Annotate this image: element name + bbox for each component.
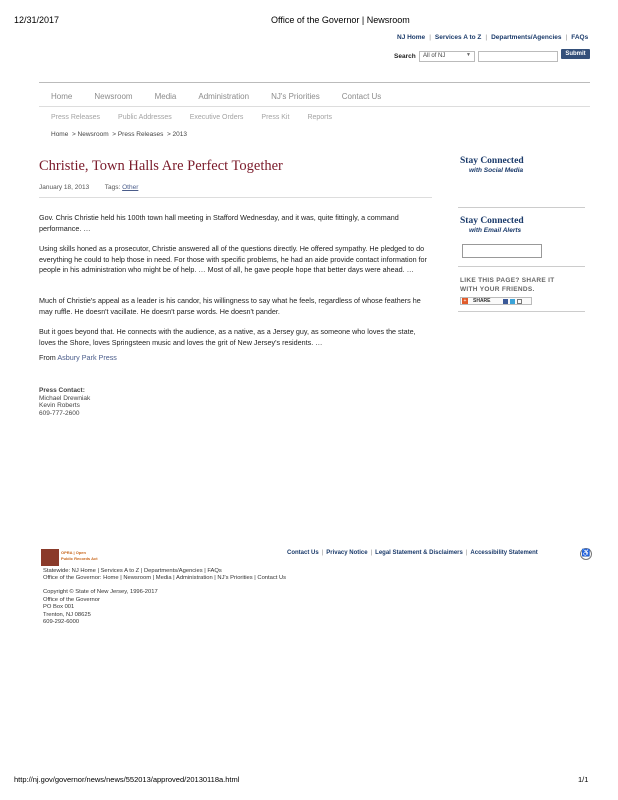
footer-links: Contact Us | Privacy Notice | Legal Statement & Disclaimers | Accessibility Statement xyxy=(287,550,538,556)
address-office: Office of the Governor xyxy=(43,596,100,603)
article-meta xyxy=(39,184,138,191)
footer-accessibility[interactable]: Accessibility Statement xyxy=(470,550,538,556)
search-input[interactable] xyxy=(478,51,558,62)
search-submit-button[interactable]: Submit xyxy=(561,49,590,59)
contact-name-2: Kevin Roberts xyxy=(39,402,80,410)
share-prompt-line-1: LIKE THIS PAGE? SHARE IT xyxy=(460,277,555,284)
sidebar-divider-2 xyxy=(458,266,585,267)
sidebar-divider-3 xyxy=(458,311,585,312)
search-label: Search xyxy=(394,53,416,60)
print-url: http://nj.gov/governor/news/news/552013/approved/20130118a.html xyxy=(14,775,240,784)
source-line xyxy=(39,353,117,364)
address-phone: 609-292-6000 xyxy=(43,619,80,625)
contact-name-1: Michael Drewniak xyxy=(39,394,91,402)
facebook-icon xyxy=(503,299,508,304)
opra-logo[interactable] xyxy=(41,549,98,566)
email-heading: Stay Connected xyxy=(460,216,524,226)
search-scope-value: All of NJ xyxy=(423,53,446,59)
util-link-faqs[interactable]: FAQs xyxy=(571,34,589,41)
contact-phone: 609-777-2600 xyxy=(39,409,80,417)
share-plus-icon: + xyxy=(463,298,467,304)
press-contact xyxy=(39,387,90,417)
meta-divider xyxy=(39,197,432,198)
print-title: Office of the Governor | Newsroom xyxy=(271,15,410,25)
source-link[interactable]: Asbury Park Press xyxy=(57,353,117,362)
footer-contact-us[interactable]: Contact Us xyxy=(287,550,319,556)
email-input[interactable] xyxy=(462,244,542,258)
press-contact-label: Press Contact: xyxy=(39,387,85,394)
source-label: From xyxy=(39,353,56,362)
article-date: January 18, 2013 xyxy=(39,184,90,191)
address-pobox: PO Box 001 xyxy=(43,604,75,610)
opra-logo-text-2: Public Records Act xyxy=(61,556,98,561)
search-scope-select[interactable] xyxy=(419,51,475,62)
paragraph-4: But it goes beyond that. He connects with the audience, as a native, as a Jersey guy, as someone who loves the state, loves the Shore, loves Springsteen music and loves the grit of New Jersey's residents. … xyxy=(39,327,416,347)
opra-logo-text-1: OPRA | Open xyxy=(61,550,86,555)
footer-privacy[interactable]: Privacy Notice xyxy=(326,550,368,556)
utility-nav: NJ Home | Services A to Z | Departments/Agencies | FAQs xyxy=(397,34,589,41)
paragraph-2: Using skills honed as a prosecutor, Christie answered all of the questions directly. He offered sympathy. He pledged to do everything he could to help those in need. For those with specific problems, he had an aide provide contact information for people in his administration who might be of help. … Most of all, he gave people hope that better days were ahead. … xyxy=(39,244,427,274)
email-subheading: with Email Alerts xyxy=(469,227,522,234)
accessibility-icon[interactable]: ♿ xyxy=(580,548,592,560)
share-button[interactable] xyxy=(460,297,532,305)
email-share-icon xyxy=(517,299,522,304)
footer-address xyxy=(43,589,158,627)
twitter-icon xyxy=(510,299,515,304)
print-page-number: 1/1 xyxy=(578,775,589,784)
subnav-press-releases[interactable]: Press Releases xyxy=(51,114,101,121)
footer-office-links[interactable]: Office of the Governor: Home | Newsroom | Media | Administration | NJ's Priorities | Contact Us xyxy=(43,575,287,581)
sub-nav xyxy=(51,114,350,121)
share-prompt xyxy=(460,276,554,294)
nav-home[interactable]: Home xyxy=(51,92,73,101)
nav-media[interactable]: Media xyxy=(154,92,177,101)
header-divider xyxy=(39,82,590,83)
main-nav xyxy=(51,92,403,101)
nav-divider xyxy=(39,106,590,107)
page-title: Christie, Town Halls Are Perfect Together xyxy=(39,158,283,174)
footer-legal[interactable]: Legal Statement & Disclaimers xyxy=(375,550,463,556)
tag-link[interactable]: Other xyxy=(122,184,139,191)
subnav-public-addresses[interactable]: Public Addresses xyxy=(118,114,172,121)
address-city: Trenton, NJ 08625 xyxy=(43,611,91,618)
util-link-services[interactable]: Services A to Z xyxy=(434,34,482,41)
util-link-nj-home[interactable]: NJ Home xyxy=(397,34,426,41)
subnav-executive-orders[interactable]: Executive Orders xyxy=(189,114,244,121)
nav-contact-us[interactable]: Contact Us xyxy=(341,92,382,101)
copyright: Copyright © State of New Jersey, 1996-2017 xyxy=(43,589,158,595)
subnav-press-kit[interactable]: Press Kit xyxy=(261,114,290,121)
breadcrumb[interactable]: Home > Newsroom > Press Releases > 2013 xyxy=(51,131,188,138)
tags-label: Tags: xyxy=(104,184,121,191)
paragraph-3: Much of Christie's appeal as a leader is his candor, his willingness to say what he feels, regardless of whose feathers he may ruffle. He doesn't vacillate. He doesn't parse words. He doesn't pander. xyxy=(39,296,421,316)
paragraph-1: Gov. Chris Christie held his 100th town hall meeting in Stafford Wednesday, and it was, quite fittingly, a command performance. … xyxy=(39,213,399,233)
subnav-reports[interactable]: Reports xyxy=(307,114,332,121)
print-date: 12/31/2017 xyxy=(14,15,60,25)
social-subheading: with Social Media xyxy=(469,167,524,174)
nav-priorities[interactable]: NJ's Priorities xyxy=(271,92,320,101)
social-heading: Stay Connected xyxy=(460,156,524,166)
sidebar-divider-1 xyxy=(458,207,585,208)
nav-newsroom[interactable]: Newsroom xyxy=(94,92,133,101)
footer-statewide-links[interactable]: Statewide: NJ Home | Services A to Z | Departments/Agencies | FAQs xyxy=(43,568,222,574)
opra-logo-mark xyxy=(41,549,59,566)
chevron-down-icon: ▼ xyxy=(466,52,471,58)
util-link-departments[interactable]: Departments/Agencies xyxy=(491,34,562,41)
nav-administration[interactable]: Administration xyxy=(198,92,250,101)
share-label: SHARE xyxy=(473,298,491,304)
share-prompt-line-2: WITH YOUR FRIENDS. xyxy=(460,286,535,293)
